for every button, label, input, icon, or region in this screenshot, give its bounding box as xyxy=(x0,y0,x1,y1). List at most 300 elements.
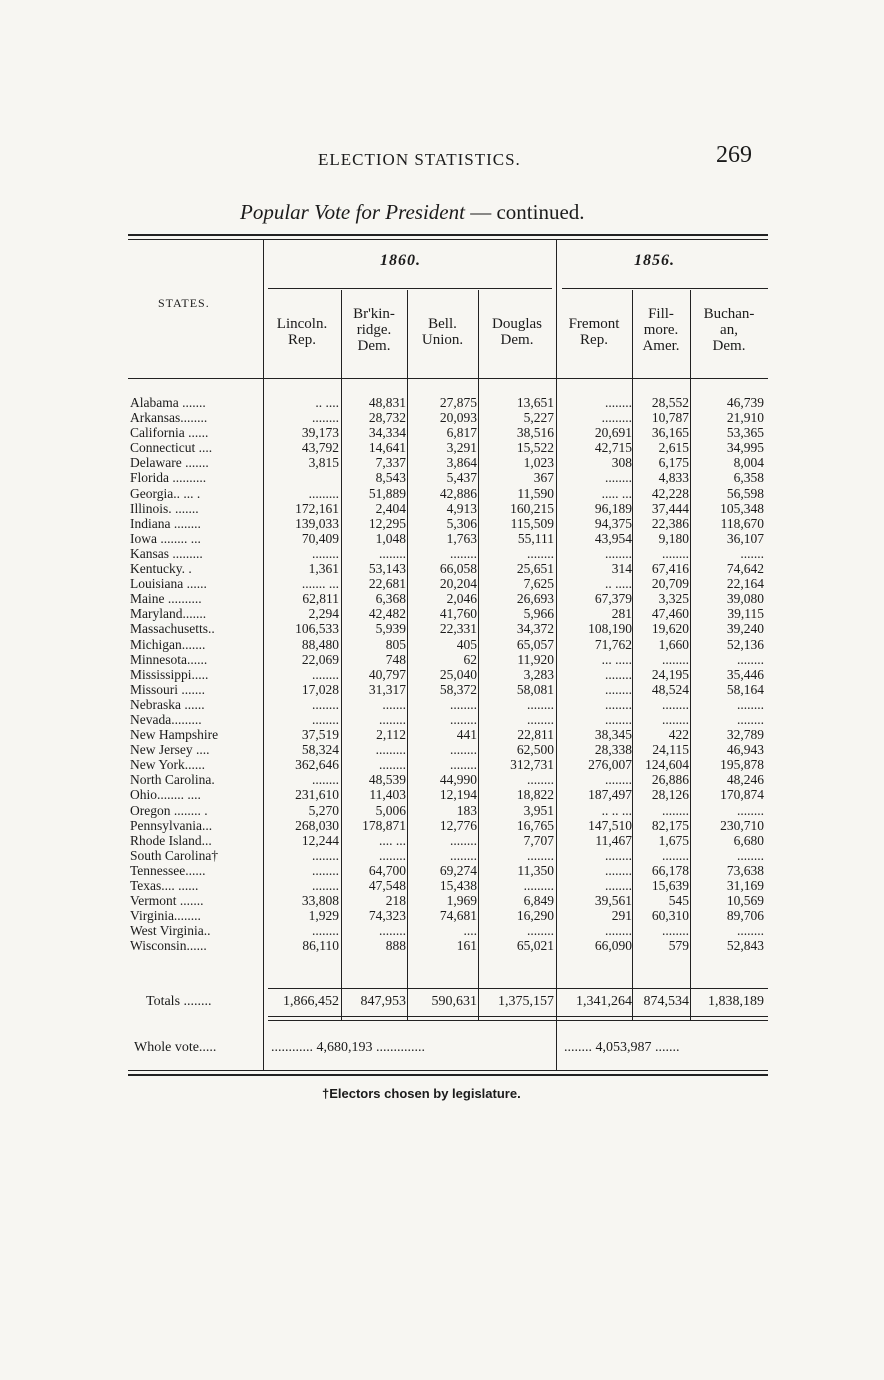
column-header-line: Amer. xyxy=(642,338,680,354)
table-row xyxy=(128,410,768,425)
state-name: South Carolina† xyxy=(130,847,219,863)
vote-cell: 42,228 xyxy=(651,485,689,501)
state-name: New Jersey .... xyxy=(130,742,210,758)
state-name: Louisiana ...... xyxy=(130,576,207,592)
vote-cell: 20,093 xyxy=(439,410,477,426)
vote-cell: 7,625 xyxy=(523,576,554,592)
vote-cell: 26,693 xyxy=(516,591,554,607)
vote-cell: 22,164 xyxy=(726,576,764,592)
vote-cell: 56,598 xyxy=(726,485,764,501)
vote-cell: 11,590 xyxy=(517,485,554,501)
vote-cell: 96,189 xyxy=(594,500,632,516)
table-row xyxy=(128,923,768,938)
vote-cell: 10,787 xyxy=(651,410,689,426)
vote-cell: 2,046 xyxy=(446,591,477,607)
year-underline-1860 xyxy=(268,288,552,289)
vote-cell: 1,361 xyxy=(308,561,339,577)
vote-cell: 39,115 xyxy=(727,606,764,622)
column-header xyxy=(478,316,556,348)
vote-cell: 31,317 xyxy=(368,681,406,697)
vote-cell: 170,874 xyxy=(720,787,764,803)
vote-cell: 43,792 xyxy=(301,440,339,456)
vote-cell: 40,797 xyxy=(368,666,406,682)
table-row xyxy=(128,772,768,787)
vote-cell: 48,539 xyxy=(368,772,406,788)
state-name: Connecticut .... xyxy=(130,440,213,456)
bottom-rule xyxy=(128,1070,768,1071)
vote-cell: 22,681 xyxy=(368,576,406,592)
table-row xyxy=(128,938,768,953)
vote-cell: 11,350 xyxy=(517,862,554,878)
state-name: Virginia........ xyxy=(130,908,201,924)
vote-cell: 52,843 xyxy=(726,938,764,954)
vote-cell: 44,990 xyxy=(439,772,477,788)
vote-cell: 60,310 xyxy=(651,908,689,924)
totals-double-rule xyxy=(268,1020,768,1021)
vote-cell: 34,372 xyxy=(516,621,554,637)
vote-cell: 66,058 xyxy=(439,561,477,577)
vote-cell: ........ xyxy=(379,757,406,773)
column-header-line: Dem. xyxy=(357,338,391,354)
vote-cell: ........ xyxy=(379,923,406,939)
column-header-line: Fremont xyxy=(568,316,620,332)
vote-cell: ........ xyxy=(737,696,764,712)
header-bottom-rule xyxy=(128,378,768,379)
state-name: Indiana ........ xyxy=(130,515,201,531)
vote-cell: ........ xyxy=(312,772,339,788)
table-row xyxy=(128,455,768,470)
state-name: California ...... xyxy=(130,425,209,441)
column-header-line: Douglas xyxy=(492,316,542,332)
vote-cell: 147,510 xyxy=(588,817,632,833)
table-row xyxy=(128,591,768,606)
state-name: West Virginia.. xyxy=(130,923,211,939)
vote-cell: 19,620 xyxy=(651,621,689,637)
vote-cell: 805 xyxy=(385,636,406,652)
vote-cell: ......... xyxy=(601,410,632,426)
vote-cell: 5,270 xyxy=(308,802,339,818)
vote-cell: ........ xyxy=(450,711,477,727)
vote-cell: 39,240 xyxy=(726,621,764,637)
vote-cell: 48,524 xyxy=(651,681,689,697)
vote-cell: ........ xyxy=(450,696,477,712)
vote-cell: 34,995 xyxy=(726,440,764,456)
column-header xyxy=(407,316,478,348)
vote-cell: 36,107 xyxy=(726,530,764,546)
vote-cell: 15,438 xyxy=(439,878,477,893)
vote-cell: ......... xyxy=(375,742,406,758)
vote-cell: 6,175 xyxy=(658,455,689,471)
table-row xyxy=(128,440,768,455)
vote-cell: 2,294 xyxy=(308,606,339,622)
vote-cell: 9,180 xyxy=(658,530,689,546)
vote-cell: ........ xyxy=(605,847,632,863)
state-name: Nebraska ...... xyxy=(130,696,205,712)
vote-cell: 22,811 xyxy=(517,727,554,743)
vote-cell: ........ xyxy=(527,711,554,727)
total-cell: 874,534 xyxy=(643,994,689,1009)
vote-cell: ....... xyxy=(382,696,406,712)
total-cell: 1,341,264 xyxy=(576,994,632,1009)
vote-cell: 25,040 xyxy=(439,666,477,682)
vote-cell: 15,639 xyxy=(651,878,689,893)
vote-cell: ........ xyxy=(605,545,632,561)
vote-cell: ......... xyxy=(523,878,554,893)
vote-cell: 3,815 xyxy=(308,455,339,471)
vote-cell: 172,161 xyxy=(295,500,339,516)
vote-cell: 24,115 xyxy=(652,742,689,758)
vote-cell: 17,028 xyxy=(301,681,339,697)
vote-cell: 11,403 xyxy=(369,787,406,803)
state-name: Kentucky. . xyxy=(130,561,192,577)
state-name: Pennsylvania... xyxy=(130,817,213,833)
vote-cell: 25,651 xyxy=(516,561,554,577)
vote-cell: 367 xyxy=(533,470,554,486)
vote-cell: 8,543 xyxy=(375,470,406,486)
vote-cell: ........ xyxy=(605,862,632,878)
table-body xyxy=(128,395,768,953)
vote-cell: 36,165 xyxy=(651,425,689,441)
table-row xyxy=(128,561,768,576)
totals-label: Totals ........ xyxy=(146,994,212,1009)
vote-cell: 62,811 xyxy=(302,591,339,607)
column-header xyxy=(341,306,407,354)
state-name: Vermont ....... xyxy=(130,893,204,909)
vote-cell: 89,706 xyxy=(726,908,764,924)
total-cell: 1,375,157 xyxy=(498,994,554,1009)
column-header-line: Rep. xyxy=(580,332,608,348)
state-name: Arkansas........ xyxy=(130,410,208,426)
vote-cell: 6,358 xyxy=(733,470,764,486)
column-header-line: Buchan- xyxy=(703,306,755,322)
vote-cell: 62,500 xyxy=(516,742,554,758)
vote-cell: ........ xyxy=(662,923,689,939)
vote-cell: 8,004 xyxy=(733,455,764,471)
vote-cell: 5,939 xyxy=(375,621,406,637)
vote-cell: 6,368 xyxy=(375,591,406,607)
vote-cell: ........ xyxy=(527,847,554,863)
vote-cell: 48,246 xyxy=(726,772,764,788)
vote-cell: 53,143 xyxy=(368,561,406,577)
vote-cell: ... ..... xyxy=(601,651,632,667)
table-row xyxy=(128,606,768,621)
totals-rule xyxy=(268,988,768,989)
vote-cell: 64,700 xyxy=(368,862,406,878)
vote-cell: 28,732 xyxy=(368,410,406,426)
vote-cell: 22,331 xyxy=(439,621,477,637)
vote-cell: ........ xyxy=(450,757,477,773)
column-header-line: Dem. xyxy=(500,332,534,348)
state-name: Minnesota...... xyxy=(130,651,208,667)
vote-cell: ........ xyxy=(605,470,632,486)
vote-cell: 362,646 xyxy=(295,757,339,773)
vote-cell: 47,548 xyxy=(368,878,406,893)
vote-cell: 6,817 xyxy=(446,425,477,441)
vote-cell: .. .... xyxy=(315,395,339,410)
state-name: North Carolina. xyxy=(130,772,215,788)
vote-cell: 1,969 xyxy=(446,893,477,909)
vote-cell: 73,638 xyxy=(726,862,764,878)
vote-cell: ......... xyxy=(308,485,339,501)
vote-cell: 34,334 xyxy=(368,425,406,441)
vote-cell: 308 xyxy=(611,455,632,471)
table-row xyxy=(128,425,768,440)
vote-cell: ........ xyxy=(450,847,477,863)
table-row xyxy=(128,697,768,712)
vote-cell: 11,467 xyxy=(595,832,632,848)
state-name: New Hampshire xyxy=(130,727,219,743)
vote-cell: 405 xyxy=(456,636,477,652)
column-header-line: Rep. xyxy=(288,332,316,348)
vote-cell: 20,691 xyxy=(594,425,632,441)
vote-cell: 314 xyxy=(611,561,632,577)
state-name: Maryland....... xyxy=(130,606,207,622)
state-name: Florida .......... xyxy=(130,470,207,486)
top-rule-thin xyxy=(128,239,768,240)
column-header xyxy=(263,316,341,348)
vote-cell: 5,966 xyxy=(523,606,554,622)
state-name: Alabama ....... xyxy=(130,395,206,410)
vote-cell: 94,375 xyxy=(594,515,632,531)
vote-cell: 43,954 xyxy=(594,530,632,546)
vote-cell: 3,283 xyxy=(523,666,554,682)
table-row xyxy=(128,682,768,697)
vote-cell: ........ xyxy=(662,847,689,863)
bottom-rule-thick xyxy=(128,1074,768,1076)
vote-cell: 106,533 xyxy=(295,621,339,637)
state-name: Maine .......... xyxy=(130,591,202,607)
vote-cell: 291 xyxy=(611,908,632,924)
vote-cell: 118,670 xyxy=(720,515,764,531)
vote-cell: 160,215 xyxy=(510,500,554,516)
vote-cell: 7,337 xyxy=(375,455,406,471)
state-name: Georgia.. ... . xyxy=(130,485,201,501)
vote-cell: 13,651 xyxy=(516,395,554,410)
vote-cell: 218 xyxy=(385,893,406,909)
vote-cell: 6,849 xyxy=(523,893,554,909)
column-header-line: ridge. xyxy=(356,322,392,338)
column-header-line: more. xyxy=(643,322,679,338)
state-name: Iowa ........ ... xyxy=(130,530,201,546)
vote-cell: 74,681 xyxy=(439,908,477,924)
vote-cell: ........ xyxy=(605,878,632,893)
vote-cell: ........ xyxy=(450,545,477,561)
vote-cell: 2,615 xyxy=(658,440,689,456)
total-cell: 1,866,452 xyxy=(283,994,339,1009)
vote-cell: 3,864 xyxy=(446,455,477,471)
table-row xyxy=(128,546,768,561)
table-row xyxy=(128,863,768,878)
vote-cell: 20,709 xyxy=(651,576,689,592)
vote-cell: ........ xyxy=(527,545,554,561)
vote-cell: 38,516 xyxy=(516,425,554,441)
vote-cell: 6,680 xyxy=(733,832,764,848)
table-row xyxy=(128,893,768,908)
vote-cell: 21,910 xyxy=(726,410,764,426)
state-name: Tennessee...... xyxy=(130,862,206,878)
state-name: Massachusetts.. xyxy=(130,621,215,637)
vote-cell: 46,739 xyxy=(726,395,764,410)
vote-cell: 4,913 xyxy=(446,500,477,516)
states-header: STATES. xyxy=(158,296,210,310)
table-row xyxy=(128,621,768,636)
vote-cell: 105,348 xyxy=(720,500,764,516)
caption-rest: — continued. xyxy=(464,200,585,224)
vote-cell: 545 xyxy=(668,893,689,909)
vote-cell: 39,173 xyxy=(301,425,339,441)
vote-cell: 2,112 xyxy=(376,727,406,743)
column-header-line: an, xyxy=(720,322,738,338)
table-row xyxy=(128,637,768,652)
table-row xyxy=(128,516,768,531)
state-name: Texas.... ...... xyxy=(130,878,199,893)
table-row xyxy=(128,652,768,667)
vote-cell: 12,776 xyxy=(439,817,477,833)
state-name: New York...... xyxy=(130,757,206,773)
vote-cell: 46,943 xyxy=(726,742,764,758)
vote-cell: 12,244 xyxy=(301,832,339,848)
vote-cell: 82,175 xyxy=(651,817,689,833)
vote-cell: 12,295 xyxy=(368,515,406,531)
table-row xyxy=(128,787,768,802)
vote-cell: 58,081 xyxy=(516,681,554,697)
vote-cell: ........ xyxy=(312,711,339,727)
vote-cell: 22,386 xyxy=(651,515,689,531)
vote-cell: ........ xyxy=(662,802,689,818)
vote-cell: 139,033 xyxy=(295,515,339,531)
vote-cell: 115,509 xyxy=(510,515,554,531)
vote-cell: ........ xyxy=(312,410,339,426)
column-header-line: Fill- xyxy=(648,306,674,322)
column-header xyxy=(556,316,632,348)
whole-vote-label: Whole vote..... xyxy=(134,1040,217,1055)
totals-double-rule xyxy=(268,1016,768,1017)
whole-vote-1860: ............ 4,680,193 .............. xyxy=(271,1040,425,1055)
state-name: Missouri ....... xyxy=(130,681,206,697)
state-name: Delaware ....... xyxy=(130,455,209,471)
vote-cell: 58,372 xyxy=(439,681,477,697)
vote-cell: ........ xyxy=(605,681,632,697)
vote-cell: ........ xyxy=(450,832,477,848)
vote-cell: 41,760 xyxy=(439,606,477,622)
top-rule xyxy=(128,234,768,236)
vote-cell: 20,204 xyxy=(439,576,477,592)
vote-cell: 1,763 xyxy=(446,530,477,546)
vote-cell: 3,325 xyxy=(658,591,689,607)
vote-cell: ........ xyxy=(312,847,339,863)
vote-cell: ........ xyxy=(312,923,339,939)
table-row xyxy=(128,667,768,682)
vote-cell: 422 xyxy=(668,727,689,743)
vote-cell: 70,409 xyxy=(301,530,339,546)
vote-cell: 5,227 xyxy=(523,410,554,426)
table-row xyxy=(128,833,768,848)
whole-vote-1856: ........ 4,053,987 ....... xyxy=(564,1040,680,1055)
table-row xyxy=(128,757,768,772)
vote-cell: ........ xyxy=(379,545,406,561)
vote-cell: ........ xyxy=(605,666,632,682)
vote-cell: 28,338 xyxy=(594,742,632,758)
state-name: Rhode Island... xyxy=(130,832,212,848)
vote-cell: 26,886 xyxy=(651,772,689,788)
vote-cell: ........ xyxy=(737,711,764,727)
vote-cell: 28,126 xyxy=(651,787,689,803)
vote-cell: 3,951 xyxy=(523,802,554,818)
table-row xyxy=(128,486,768,501)
table-row xyxy=(128,818,768,833)
table-row xyxy=(128,576,768,591)
vote-cell: 38,345 xyxy=(594,727,632,743)
vote-cell: 1,023 xyxy=(523,455,554,471)
column-header xyxy=(690,306,768,354)
column-header-line: Dem. xyxy=(712,338,746,354)
vote-cell: 24,195 xyxy=(651,666,689,682)
vote-cell: 14,641 xyxy=(368,440,406,456)
vote-cell: 268,030 xyxy=(295,817,339,833)
vote-cell: 52,136 xyxy=(726,636,764,652)
vote-cell: 69,274 xyxy=(439,862,477,878)
vote-cell: 748 xyxy=(385,651,406,667)
table-row xyxy=(128,908,768,923)
vote-cell: 124,604 xyxy=(645,757,689,773)
vote-cell: 71,762 xyxy=(594,636,632,652)
footnote: †Electors chosen by legislature. xyxy=(322,1086,521,1101)
vote-cell: ........ xyxy=(527,696,554,712)
vote-cell: 74,323 xyxy=(368,908,406,924)
vote-cell: 33,808 xyxy=(301,893,339,909)
table-row xyxy=(128,712,768,727)
vote-cell: 12,194 xyxy=(439,787,477,803)
vote-cell: ........ xyxy=(379,847,406,863)
vote-cell: 1,675 xyxy=(658,832,689,848)
column-header-line: Union. xyxy=(421,332,464,348)
vote-cell: 3,291 xyxy=(446,440,477,456)
vote-cell: 1,660 xyxy=(658,636,689,652)
vote-cell: 579 xyxy=(668,938,689,954)
vote-cell: ........ xyxy=(737,923,764,939)
vote-cell: .. ..... xyxy=(605,576,632,592)
vote-cell: 32,789 xyxy=(726,727,764,743)
vote-cell: ........ xyxy=(605,923,632,939)
table-row xyxy=(128,395,768,410)
vote-cell: 67,379 xyxy=(594,591,632,607)
vote-cell: 888 xyxy=(385,938,406,954)
table-row xyxy=(128,803,768,818)
vote-cell: 42,715 xyxy=(594,440,632,456)
vote-cell: ........ xyxy=(605,696,632,712)
vote-cell: .... xyxy=(463,923,477,939)
vote-cell: 39,561 xyxy=(594,893,632,909)
vote-cell: 47,460 xyxy=(651,606,689,622)
vote-cell: 16,765 xyxy=(516,817,554,833)
vote-cell: 31,169 xyxy=(726,878,764,893)
vote-cell: 4,833 xyxy=(658,470,689,486)
vote-cell: ........ xyxy=(737,847,764,863)
vote-cell: ........ xyxy=(312,696,339,712)
table-caption xyxy=(240,200,585,225)
vote-cell: ........ xyxy=(605,395,632,410)
vote-cell: 58,164 xyxy=(726,681,764,697)
vote-cell: ........ xyxy=(527,772,554,788)
vote-cell: ........ xyxy=(737,651,764,667)
table-row xyxy=(128,848,768,863)
vote-cell: 11,920 xyxy=(517,651,554,667)
column-header-line: Br'kin- xyxy=(353,306,395,322)
year-1860: 1860. xyxy=(380,252,421,269)
table-row xyxy=(128,501,768,516)
vote-cell: 1,048 xyxy=(375,530,406,546)
total-cell: 847,953 xyxy=(360,994,406,1009)
